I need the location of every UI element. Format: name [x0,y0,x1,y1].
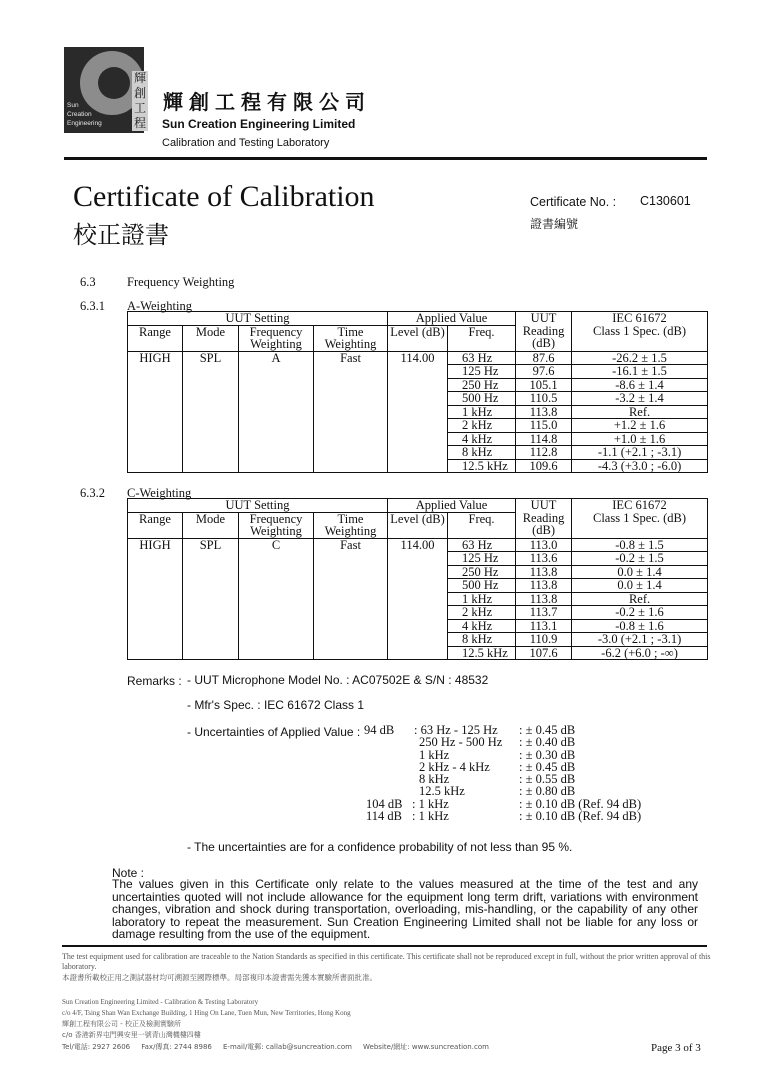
cell-freq: 500 Hz [448,579,516,593]
header-mode: Mode [183,325,239,351]
cell-range: HIGH [128,351,183,473]
cell-reading: 114.8 [516,432,572,446]
header-range: Range [128,325,183,351]
footer-address-1: Sun Creation Engineering Limited - Calibration & Testing Laboratory [62,998,259,1006]
cell-reading: 110.5 [516,392,572,406]
cell-freq: 8 kHz [448,633,516,647]
cell-spec: +1.2 ± 1.6 [572,419,708,433]
cell-frequency-weighting: A [239,351,314,473]
subsection-title: A-Weighting [127,299,192,313]
logo-cjk-column [132,71,148,131]
cell-reading: 113.0 [516,538,572,552]
cell-mode: SPL [183,351,239,473]
header-uut-setting: UUT Setting [128,312,388,326]
uncertainty-row [364,785,664,797]
certificate-title: Certificate of Calibration [73,180,375,213]
c-weighting-table [127,498,708,660]
cell-reading: 113.8 [516,592,572,606]
cell-reading: 112.8 [516,446,572,460]
cell-spec: -0.2 ± 1.6 [572,606,708,620]
subsection-number: 6.3.1 [80,299,105,313]
cell-spec: -4.3 (+3.0 ; -6.0) [572,459,708,473]
cell-reading: 113.7 [516,606,572,620]
uncertainty-row [364,749,664,761]
cell-spec: -3.0 (+2.1 ; -3.1) [572,633,708,647]
cell-reading: 97.6 [516,365,572,379]
company-name-cjk: 輝創工程有限公司 [163,90,371,114]
header-range: Range [128,512,183,538]
header-uut: UUT [530,498,557,512]
cell-spec: -3.2 ± 1.4 [572,392,708,406]
cell-reading: 110.9 [516,633,572,647]
uncertainty-row [364,810,664,822]
cell-mode: SPL [183,538,239,660]
header-uut: UUT [530,311,557,325]
cell-freq: 4 kHz [448,432,516,446]
footer-address-4: c/o 香港新界屯門興安里一號青山灣機樓四樓 [62,1031,201,1039]
cell-frequency-weighting: C [239,538,314,660]
logo-cjk-char: 輝 [133,71,146,85]
cell-freq: 2 kHz [448,419,516,433]
cell-freq: 1 kHz [448,592,516,606]
section-number: 6.3 [80,275,96,289]
header-uut-reading [516,312,572,352]
certificate-number-label: Certificate No. : [530,195,617,209]
remark-uncertainties-label: - Uncertainties of Applied Value : [187,725,361,739]
header-level: Level (dB) [388,512,448,538]
lab-name: Calibration and Testing Laboratory [162,137,330,149]
subsection-number: 6.3.2 [80,486,105,500]
unc-level: 94 dB [364,723,395,737]
cell-spec: -6.2 (+6.0 ; -∞) [572,646,708,660]
logo-circle-inner [98,67,130,99]
cell-spec: -1.1 (+2.1 ; -3.1) [572,446,708,460]
unc-value: : ± 0.10 dB (Ref. 94 dB) [519,796,642,811]
unc-freq: 12.5 kHz [419,784,465,799]
header-iec: IEC 61672 [612,311,667,325]
cell-freq: 4 kHz [448,619,516,633]
cell-reading: 113.8 [516,565,572,579]
header-time-weighting: Time Weighting [314,325,388,351]
header-applied-value: Applied Value [388,499,516,513]
table-row [128,351,708,365]
unc-freq: : 63 Hz - 125 Hz [414,723,498,737]
cell-spec: 0.0 ± 1.4 [572,565,708,579]
header-freq: Freq. [448,512,516,538]
unc-value: : ± 0.30 dB [519,747,576,762]
header-time-weighting: Time Weighting [314,512,388,538]
header-mode: Mode [183,512,239,538]
cell-time-weighting: Fast [314,351,388,473]
cell-freq: 250 Hz [448,378,516,392]
cell-reading: 113.8 [516,405,572,419]
remark-model: - UUT Microphone Model No. : AC07502E & S/N : 48532 [187,673,489,687]
cell-reading: 107.6 [516,646,572,660]
cell-reading: 105.1 [516,378,572,392]
header-level: Level (dB) [388,325,448,351]
logo-cjk-char: 程 [133,116,146,130]
cell-spec: 0.0 ± 1.4 [572,579,708,593]
footer-address-2: c/o 4/F, Tsing Shan Wan Exchange Building, 1 Hing On Lane, Tuen Mun, New Territories, Hong Kong [62,1009,351,1017]
header-iec: IEC 61672 [612,498,667,512]
cell-freq: 63 Hz [448,538,516,552]
uncertainty-row [364,761,664,773]
cell-time-weighting: Fast [314,538,388,660]
cell-spec: -16.1 ± 1.5 [572,365,708,379]
unc-freq: : 1 kHz [412,796,449,811]
cell-freq: 500 Hz [448,392,516,406]
header-spec: Class 1 Spec. (dB) [593,323,687,338]
cell-reading: 87.6 [516,351,572,365]
unc-value: : ± 0.45 dB [519,723,576,737]
cell-reading: 113.8 [516,579,572,593]
remark-mfr-spec: - Mfr's Spec. : IEC 61672 Class 1 [187,698,365,712]
uncertainty-row [364,773,664,785]
cell-reading: 109.6 [516,459,572,473]
header-spec: Class 1 Spec. (dB) [593,510,687,525]
unc-freq: 8 kHz [419,772,450,787]
logo-cjk-char: 工 [133,101,146,115]
cell-range: HIGH [128,538,183,660]
header-frequency-weighting: Frequency Weighting [239,325,314,351]
uncertainty-list [364,724,664,822]
header-frequency-weighting: Frequency Weighting [239,512,314,538]
unc-freq: 1 kHz [419,747,450,762]
header-uut-setting: UUT Setting [128,499,388,513]
cell-spec: +1.0 ± 1.6 [572,432,708,446]
header-iec-spec [572,499,708,539]
cell-freq: 125 Hz [448,552,516,566]
section-title: Frequency Weighting [127,275,235,289]
footer-traceability-cjk: 本證書所載校正用之測試器材均可溯源至國際標準。局部複印本證書需先獲本實驗所書面批准。 [62,973,377,982]
logo-cjk-char: 創 [133,86,146,100]
unc-value: : ± 0.55 dB [519,772,576,787]
cell-spec: Ref. [572,592,708,606]
cell-reading: 115.0 [516,419,572,433]
note-text: The values given in this Certificate only relate to the values measured at the time of the test and any uncertainties quoted will not include allowance for the equipment long term drift, variations with environment changes, vibration and shock during transportation, overloading, mis-handling, or the capability of any other laboratory to repeat the measurement. Sun Creation Engineering Limited shall not be liable for any loss or damage resulting from the use of the equipment. [112,877,698,941]
unc-value: : ± 0.80 dB [519,784,576,799]
remark-confidence: - The uncertainties are for a confidence probability of not less than 95 %. [187,840,573,854]
cell-freq: 2 kHz [448,606,516,620]
footer-divider [62,945,707,947]
cell-freq: 250 Hz [448,565,516,579]
cell-level: 114.00 [388,351,448,473]
uncertainty-row [364,724,664,736]
cell-reading: 113.6 [516,552,572,566]
note-label: Note : [112,866,145,880]
footer-contact: Tel/電話: 2927 2606 Fax/傳真: 2744 8986 E-mail/電郵: callab@suncreation.com Website/網址: www.suncreation.com [62,1043,489,1051]
cell-freq: 125 Hz [448,365,516,379]
page-number: Page 3 of 3 [651,1042,701,1054]
unc-freq: : 1 kHz [412,809,449,824]
cell-freq: 1 kHz [448,405,516,419]
cell-spec: Ref. [572,405,708,419]
cell-spec: -0.2 ± 1.5 [572,552,708,566]
footer-address-3: 輝創工程有限公司 - 校正及檢測實驗所 [62,1020,181,1028]
remarks-label: Remarks : [127,674,182,688]
cell-freq: 8 kHz [448,446,516,460]
cell-spec: -8.6 ± 1.4 [572,378,708,392]
unc-value: : ± 0.40 dB [519,735,576,750]
header-reading: Reading (dB) [522,510,565,537]
header-freq: Freq. [448,325,516,351]
cell-spec: -0.8 ± 1.5 [572,538,708,552]
cell-freq: 12.5 kHz [448,646,516,660]
cell-freq: 63 Hz [448,351,516,365]
cell-freq: 12.5 kHz [448,459,516,473]
unc-value: : ± 0.45 dB [519,759,576,774]
unc-level: 104 dB [366,796,403,811]
certificate-title-cjk: 校正證書 [73,221,169,249]
cell-spec: -0.8 ± 1.6 [572,619,708,633]
unc-freq: 2 kHz - 4 kHz [419,759,490,774]
a-weighting-table [127,311,708,473]
cell-reading: 113.1 [516,619,572,633]
subsection-title: C-Weighting [127,486,192,500]
unc-value: : ± 0.10 dB (Ref. 94 dB) [519,809,642,824]
cell-level: 114.00 [388,538,448,660]
logo-text: Sun Creation Engineering [67,102,102,127]
table-row [128,538,708,552]
uncertainty-row [364,736,664,748]
header-applied-value: Applied Value [388,312,516,326]
footer-traceability: The test equipment used for calibration are traceable to the Nation Standards as specified in this certificate. This certificate shall not be reproduced except in full, without the prior written approval of this laboratory. [62,952,711,971]
certificate-number: C130601 [640,194,691,208]
cell-spec: -26.2 ± 1.5 [572,351,708,365]
header-divider [64,157,707,160]
unc-freq: 250 Hz - 500 Hz [419,735,503,750]
header-reading: Reading (dB) [522,323,565,350]
certificate-number-label-cjk: 證書編號 [530,217,579,231]
header-uut-reading [516,499,572,539]
company-name: Sun Creation Engineering Limited [162,117,356,131]
unc-level: 114 dB [366,809,402,824]
header-iec-spec [572,312,708,352]
